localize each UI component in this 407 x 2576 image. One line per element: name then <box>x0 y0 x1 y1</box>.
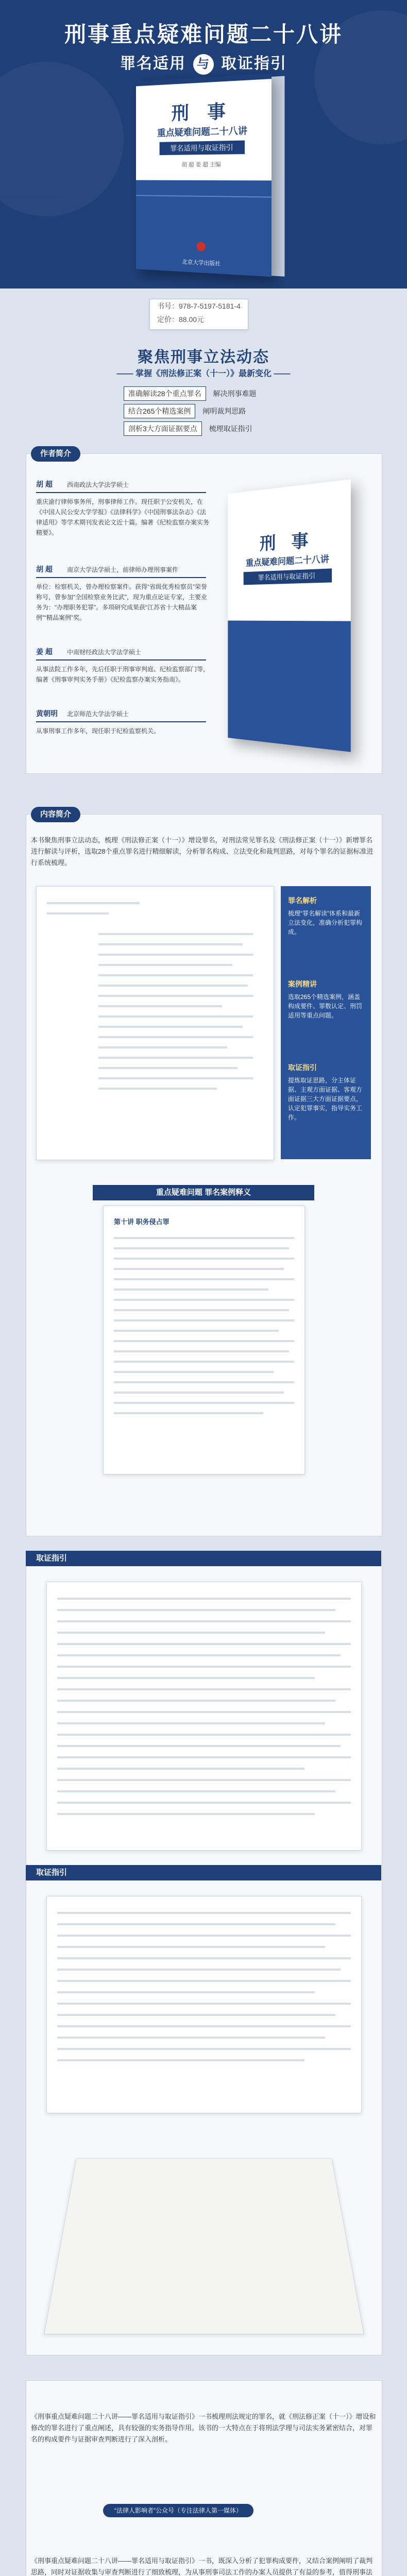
text-line <box>57 2003 351 2005</box>
text-line <box>114 1381 294 1383</box>
evidence-page-mock <box>46 1582 362 1851</box>
book-side-image <box>222 487 376 744</box>
text-line <box>57 1677 315 1679</box>
hero-subtitle <box>0 50 407 75</box>
toc-page-mock <box>36 886 274 1160</box>
text-line <box>114 1278 294 1280</box>
text-line <box>98 1067 238 1069</box>
text-line <box>57 1991 315 1993</box>
evidence-band: 取证指引 <box>26 1551 381 1566</box>
feature-plain: 阐明裁判思路 <box>202 407 246 415</box>
text-line <box>57 1957 351 1959</box>
author-bio: 从事法院工作多年，先后任职于刑事审判庭、纪检监察部门等，编著《刑事审判实务手册》《纪检监察办案实务指南》。 <box>36 666 210 683</box>
feature-sidebar <box>281 886 371 1159</box>
text-line <box>57 1768 304 1770</box>
book-authors: 胡 超 姜 超 主编 <box>181 161 221 168</box>
text-line <box>98 943 243 945</box>
text-line <box>114 1289 268 1291</box>
text-line <box>57 1745 341 1747</box>
text-line <box>114 1309 289 1311</box>
text-line <box>57 1790 335 1792</box>
feature-row <box>124 386 256 400</box>
content-page-mock <box>103 1206 305 1475</box>
text-line <box>98 1077 253 1079</box>
text-line <box>57 2048 351 2050</box>
text-line <box>114 1268 284 1270</box>
feature-plain: 梳理取证指引 <box>209 425 252 433</box>
text-line <box>98 1036 253 1038</box>
hero-sub-left: 罪名适用 <box>120 55 186 72</box>
text-line <box>57 1700 335 1702</box>
text-line <box>98 1046 227 1048</box>
book-spine <box>272 76 285 276</box>
sidebar-heading: 案例精讲 <box>288 980 317 988</box>
text-line <box>57 1632 325 1634</box>
text-line <box>114 1402 294 1404</box>
book-blue-panel <box>228 620 350 752</box>
hero-sub-amp: 与 <box>193 54 214 75</box>
text-line <box>98 1015 253 1018</box>
feature-boxed: 结合265个精选案例 <box>124 404 195 418</box>
feature-plain: 解决刑事难题 <box>213 389 257 398</box>
text-line <box>47 902 140 904</box>
text-line <box>57 1734 351 1736</box>
text-line <box>57 1912 351 1914</box>
text-line <box>114 1237 294 1239</box>
author-name: 胡 超 <box>36 565 53 573</box>
text-line <box>57 1969 341 1971</box>
book-front <box>136 74 272 277</box>
author-divider <box>36 659 206 660</box>
author-affiliation: 南京大学法学硕士，前律师办理刑事案件 <box>67 566 179 573</box>
text-line <box>57 1609 335 1611</box>
text-line <box>57 2037 325 2039</box>
text-line <box>47 912 109 914</box>
text-line <box>114 1299 294 1301</box>
book-title-sub: 重点疑难问题二十八讲 <box>246 554 329 568</box>
feature-boxed: 准确解读28个重点罪名 <box>124 386 206 401</box>
author-affiliation: 西南政法大学法学硕士 <box>67 481 129 488</box>
hero-title: 刑事重点疑难问题二十八讲 <box>64 22 343 46</box>
sidebar-heading: 罪名解析 <box>288 896 317 905</box>
sidebar-text: 梳理“罪名解读”体系和最新立法变化，准确分析犯罪构成。 <box>288 910 363 936</box>
evidence-page-mock <box>46 1896 362 2113</box>
hero-banner <box>0 0 407 289</box>
author-divider <box>36 492 206 493</box>
text-line <box>57 1722 325 1724</box>
text-line <box>57 1598 351 1600</box>
author-bio: 从事刑事工作多年，现任职于纪检监察机关。 <box>36 727 160 735</box>
author-divider <box>36 721 206 722</box>
text-line <box>114 1330 279 1332</box>
book-price: 定价：88.00元 <box>157 315 205 324</box>
text-line <box>98 964 232 966</box>
text-line <box>57 1711 351 1713</box>
book-side-front <box>228 479 350 752</box>
book-publisher: 北京大学出版社 <box>182 259 221 267</box>
publisher-logo-icon <box>197 242 206 251</box>
reviews-card <box>26 2380 382 2576</box>
text-line <box>57 1666 351 1668</box>
author-name: 黄朝明 <box>36 709 58 718</box>
text-line <box>57 1779 351 1781</box>
text-line <box>98 933 253 935</box>
text-line <box>98 995 253 997</box>
text-line <box>98 985 248 987</box>
text-line <box>98 1088 217 1090</box>
author-affiliation: 北京师范大学法学硕士 <box>67 710 129 718</box>
text-line <box>114 1392 284 1394</box>
book-title-main: 刑 事 <box>260 530 314 554</box>
author-name: 胡 超 <box>36 480 53 488</box>
text-line <box>57 1923 335 1925</box>
author-divider <box>36 577 206 578</box>
open-book-photo <box>44 2158 364 2334</box>
feature-boxed: 剖析3大方面证据要点 <box>124 421 202 436</box>
text-line <box>57 1688 351 1690</box>
feature-row <box>124 421 252 435</box>
text-line <box>57 1946 325 1948</box>
sidebar-text: 选取265个精选案例，涵盖构成要件、罪数认定、刑罚适用等重点问题。 <box>288 993 363 1019</box>
review-source-tag: “法律人影响者”公众号（专注法律人第一媒体） <box>103 2504 253 2517</box>
headline: 聚焦刑事立法动态 <box>138 349 269 366</box>
mock-page-title: 第十讲 职务侵占罪 <box>114 1218 169 1226</box>
text-line <box>57 1756 351 1758</box>
text-line <box>114 1258 294 1260</box>
author-bio: 单位：检察机关，曾办理检察案件。获得“省级优秀检察员”荣誉称号，曾参加“全国检察业务比武”，现为重点论证专家，主要业务为：“办理职务犯罪”。多项研究成果获“江苏省十大精品案例”“精品案例”奖。 <box>36 583 207 621</box>
text-line <box>57 2059 304 2061</box>
book-title-main: 刑 事 <box>171 100 232 125</box>
section-band: 重点疑难问题 罪名案例释义 <box>93 1185 314 1200</box>
text-line <box>57 2014 335 2016</box>
hero-sub-right: 取证指引 <box>221 55 287 72</box>
review-text: 《刑事重点疑难问题二十八讲——罪名适用与取证指引》一书，既深入分析了犯罪构成要件，又结合案例阐明了裁判思路，同时对证据收集与审查判断进行了细致梳理，为从事刑事司法工作的办案人员提供了有益的参考，值得刑事法 <box>31 2557 373 2576</box>
author-bio: 重庆渝行律师事务所，刑事律师工作。现任职于公安机关，在《中国人民公安大学学报》《法律科学》《中国刑事法杂志》《法律适用》等学术期刊发表论文近十篇。编著《纪检监察办案实务精要》。 <box>36 498 210 536</box>
text-line <box>98 1005 222 1007</box>
text-line <box>98 954 253 956</box>
isbn-box <box>149 299 248 330</box>
book-cover-3d <box>136 73 282 277</box>
text-line <box>57 1980 351 1982</box>
text-line <box>114 1350 289 1352</box>
sidebar-heading: 取证指引 <box>288 1063 317 1072</box>
review-text: 《刑事重点疑难问题二十八讲——罪名适用与取证指引》一书梳理刑法规定的罪名，就《刑法修正案（十一）》增设和修改的罪名进行了重点阐述，具有较强的实务指导作用。该书的一大特点在于将刑法学理与司法实务紧密结合，对罪名的构成要件与证据审查判断进行了深入剖析。 <box>31 2413 376 2443</box>
book-top-band <box>136 74 272 87</box>
text-line <box>57 1802 351 1804</box>
text-line <box>114 1371 274 1373</box>
text-line <box>114 1412 263 1414</box>
sidebar-text: 提炼取证思路，分主体证据、主观方面证据、客观方面证据三大方面证据要点，认定犯罪事实，指导实务工作。 <box>288 1077 363 1121</box>
book-title-tag: 罪名适用与取证指引 <box>244 568 332 585</box>
intro-text: 本书聚焦刑事立法动态，梳理《刑法修正案（十一）》增设罪名，对刑法常见罪名及《刑法修正案（十一）》新增罪名进行解读与评析，选取28个重点罪名进行精细解读，分析罪名构成、立法变化和裁判思路，对每个罪名的证据标准进行系统梳理。 <box>31 836 374 867</box>
text-line <box>98 1026 243 1028</box>
text-line <box>57 1654 341 1656</box>
authors-section-label: 作者简介 <box>31 446 80 462</box>
book-title-tag: 罪名适用与取证指引 <box>160 140 245 155</box>
text-line <box>57 1643 351 1645</box>
text-line <box>57 2025 351 2027</box>
subheadline: —— 掌握《刑法修正案（十一）》最新变化 —— <box>116 369 291 378</box>
feature-row <box>124 404 246 417</box>
isbn-number: 书号：978-7-5197-5181-4 <box>157 302 241 310</box>
text-line <box>57 1620 351 1622</box>
text-line <box>98 974 253 976</box>
text-line <box>114 1319 294 1321</box>
text-line <box>114 1361 294 1363</box>
intro-section-label: 内容简介 <box>31 807 80 822</box>
text-line <box>98 1057 253 1059</box>
author-affiliation: 中南财经政法大学法学硕士 <box>67 649 142 656</box>
evidence-band: 取证指引 <box>26 1865 381 1880</box>
book-title-sub: 重点疑难问题二十八讲 <box>157 125 248 139</box>
text-line <box>114 1247 289 1249</box>
author-name: 姜 超 <box>36 648 53 656</box>
text-line <box>57 1935 351 1937</box>
text-line <box>57 1813 315 1815</box>
text-line <box>114 1340 294 1342</box>
